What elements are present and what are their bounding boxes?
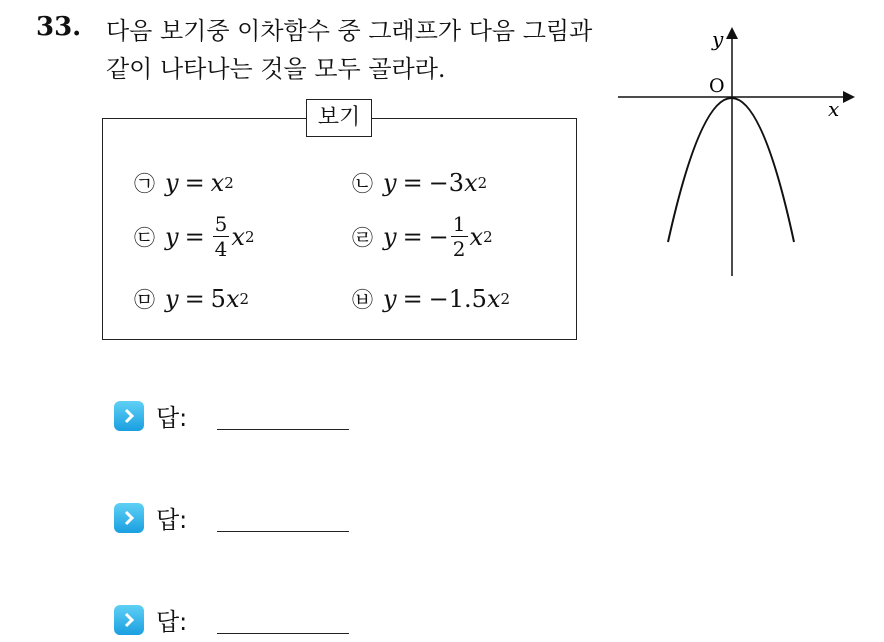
answer-row-3 xyxy=(114,602,349,637)
answer-blank[interactable] xyxy=(217,401,349,430)
choice-coef: −1.5 xyxy=(428,285,487,313)
answer-blank[interactable] xyxy=(217,605,349,634)
fraction-numerator: 5 xyxy=(214,212,228,236)
bogi-title: 보기 xyxy=(306,99,372,137)
choice-coef: −3 xyxy=(428,169,465,197)
choice-var: x xyxy=(225,285,240,313)
y-axis-label: y xyxy=(712,27,724,51)
choice-2 xyxy=(352,168,487,198)
choice-marker: ㉣ xyxy=(352,225,373,250)
choice-exp: 2 xyxy=(500,290,511,308)
choice-equals: = xyxy=(184,285,205,313)
fraction-denominator: 4 xyxy=(214,237,228,261)
choice-fraction xyxy=(213,214,230,259)
answer-row-1 xyxy=(114,398,349,433)
fraction-numerator: 1 xyxy=(452,212,466,236)
chevron-right-icon xyxy=(114,401,144,431)
choice-equals: = xyxy=(402,285,423,313)
choice-exp: 2 xyxy=(483,227,493,246)
choice-5 xyxy=(134,284,249,314)
choice-sign: − xyxy=(428,222,449,251)
parabola-graph xyxy=(612,24,862,280)
answer-blank[interactable] xyxy=(217,503,349,532)
choice-lhs: y xyxy=(383,285,397,313)
answer-label: 답: xyxy=(156,608,188,636)
choice-exp: 2 xyxy=(239,290,250,308)
choice-marker: ㉤ xyxy=(134,288,155,312)
choice-lhs: y xyxy=(383,169,397,197)
choice-exp: 2 xyxy=(224,174,234,192)
choice-6 xyxy=(352,284,510,314)
choice-var: x xyxy=(464,169,478,197)
choice-exp: 2 xyxy=(477,174,488,192)
choice-lhs: y xyxy=(165,169,179,197)
choice-lhs: y xyxy=(165,222,179,251)
question-text: 다음 보기중 이차함수 중 그래프가 다음 그림과 같이 나타나는 것을 모두 골라라. xyxy=(106,17,593,83)
choice-var: x xyxy=(469,222,484,251)
answer-row-2 xyxy=(114,500,349,535)
question-number: 33. xyxy=(36,12,82,42)
choice-var: x xyxy=(210,169,225,197)
choice-equals: = xyxy=(402,169,423,197)
choice-exp: 2 xyxy=(244,227,255,246)
choice-lhs: y xyxy=(165,285,179,313)
choice-marker: ㉠ xyxy=(134,172,155,196)
x-axis-label: x xyxy=(828,97,840,121)
chevron-right-icon xyxy=(114,503,144,533)
choice-equals: = xyxy=(184,169,205,197)
choice-3 xyxy=(134,214,255,259)
choice-equals: = xyxy=(184,222,205,251)
choice-1 xyxy=(134,168,234,198)
parabola-curve xyxy=(668,98,794,242)
choice-marker: ㉢ xyxy=(134,225,155,250)
choice-fraction xyxy=(451,214,468,259)
choice-coef: 5 xyxy=(210,285,226,313)
choice-var: x xyxy=(486,285,501,313)
choice-marker: ㉡ xyxy=(352,172,373,196)
choice-var: x xyxy=(231,222,245,251)
answer-label: 답: xyxy=(156,506,188,534)
fraction-denominator: 2 xyxy=(452,237,466,261)
choice-4 xyxy=(352,214,493,259)
answer-label: 답: xyxy=(156,404,188,432)
choice-equals: = xyxy=(402,222,423,251)
choice-lhs: y xyxy=(383,222,397,251)
chevron-right-icon xyxy=(114,605,144,635)
origin-label: O xyxy=(709,75,725,97)
choice-marker: ㉥ xyxy=(352,288,373,312)
